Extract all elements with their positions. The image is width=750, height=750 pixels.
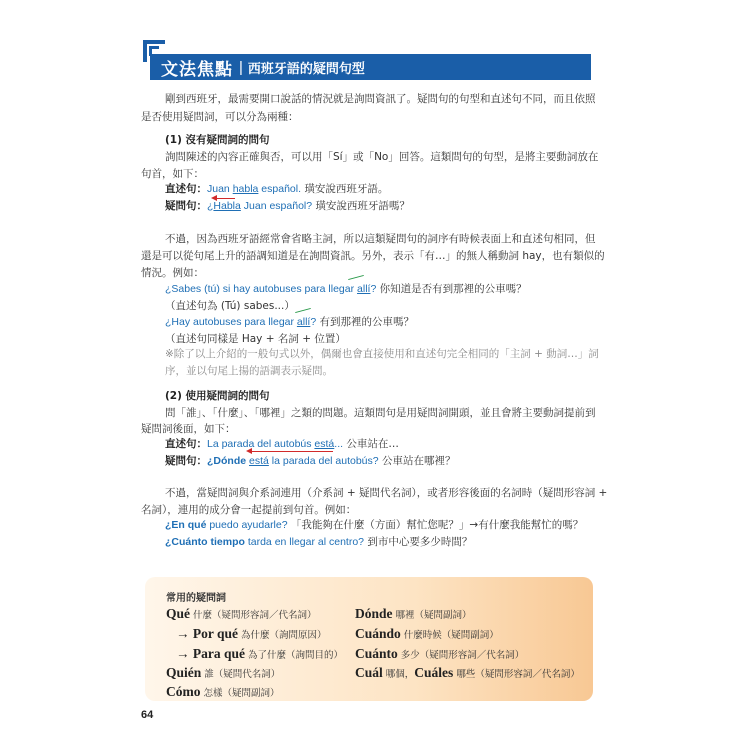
rising-intonation-arrow [348,275,364,280]
chinese-translation: 「我能夠在什麼（方面）幫忙您呢？」→有什麼我能幫忙的嗎？ [287,519,584,531]
question-word-meaning: 哪裡（疑問副詞） [392,610,472,621]
header-separator: | [239,58,243,76]
section2-para1-line2: 疑問詞後面，如下： [141,423,236,435]
example-label: 疑問句： [165,455,207,467]
question-word: Cuál [355,665,383,680]
chinese-translation: 你知道是否有到那裡的公車嗎？ [376,283,527,295]
section1-para1-line2: 句首，如下： [141,168,204,180]
header-title: 文法焦點 [161,59,233,80]
section1-para1-line1: 詢問陳述的內容正確與否，可以用「Sí」或「No」回答。這類問句的句型，是將主要動詞放在 [165,151,599,163]
question-word: Cuándo [355,626,401,641]
spanish-text: ? [310,316,317,328]
chinese-translation: 到市中心要多少時間？ [364,536,473,548]
chinese-translation: 有到那裡的公車嗎？ [316,316,415,328]
spanish-text: tarda en llegar al centro? [244,536,364,548]
example-label: 疑問句： [165,200,207,212]
section1-example-3 [165,282,527,296]
word-order-arrow [251,451,333,452]
chinese-translation: 璜安說西班牙語。 [301,183,389,195]
section2-example-3 [165,518,583,532]
question-word-row: → Para qué 為了什麼（詢問目的） [176,646,344,661]
question-word: Cómo [166,684,201,699]
spanish-text: La parada del autobús [207,438,315,450]
question-word-meaning: 哪個， [382,669,415,680]
example-label: 直述句： [165,183,207,195]
chinese-translation: 公車站在… [343,438,399,450]
section2-para1-line1: 問「誰」、「什麼」、「哪裡」之類的問題。這類問句是用疑問詞開頭，並且會將主要動詞提前到 [165,407,596,419]
rising-intonation-arrow [295,308,311,313]
question-word-row: → Por qué 為什麼（詢問原因） [176,626,327,641]
question-word: Qué [166,606,191,621]
section2-para2-line2: 名詞），連用的成分會一起提前到句首。例如： [141,504,357,516]
spanish-interrogative: ¿En qué [165,519,207,531]
spanish-text: ? [370,283,377,295]
section-header [150,54,591,80]
page-number: 64 [141,709,154,721]
section1-example-4-note: （直述句同樣是 Hay + 名詞 + 位置） [165,333,346,345]
chinese-translation: 公車站在哪裡？ [378,455,456,467]
question-word-row [355,665,580,681]
spanish-text: ¿Sabes (tú) si hay autobuses para llegar [165,283,358,295]
example-label: 直述句： [165,438,207,450]
spanish-text: Juan [207,183,233,195]
spanish-emphasis: allí [296,316,311,328]
section2-example-statement [165,437,399,451]
section1-example-statement [165,182,388,196]
spanish-text: ¿ [207,200,214,212]
spanish-text: ... [334,438,344,450]
spanish-text: Juan español? [240,200,313,212]
question-word-row [355,606,472,622]
section2-example-question [165,454,455,468]
spanish-verb: está [314,438,335,450]
spanish-emphasis: allí [357,283,371,295]
spanish-verb: Habla [213,200,241,212]
section1-title: (1) 沒有疑問詞的問句 [165,134,270,146]
question-word-meaning: 怎樣（疑問副詞） [200,688,280,699]
question-word-meaning: 哪些（疑問形容詞／代名詞） [453,669,580,680]
question-word-meaning: 多少（疑問形容詞／代名詞） [397,650,525,661]
section1-remark-line1: ※除了以上介紹的一般句式以外，偶爾也會直接使用和直述句完全相同的「主詞 + 動詞…」詞 [165,348,599,360]
section1-remark-line2: 序，並以句尾上揚的語調表示疑問。 [165,365,333,377]
question-words-title: 常用的疑問詞 [166,593,226,604]
question-word-meaning: 為什麼（詢問原因） [238,630,327,641]
spanish-text: español. [258,183,302,195]
question-word-meaning: 為了什麼（詢問目的） [245,650,344,661]
spanish-interrogative: ¿Dónde [207,455,249,467]
spanish-text: la parada del autobús? [268,455,379,467]
question-word-row [166,606,317,622]
section2-example-4 [165,535,472,549]
question-word: Cuáles [414,665,454,680]
section2-title: (2) 使用疑問詞的問句 [165,390,270,402]
question-word: Por qué [192,626,239,641]
spanish-text: puedo ayudarle? [206,519,288,531]
question-word: Quién [166,665,202,680]
intro-line-1: 剛到西班牙，最需要開口說話的情況就是詢問資訊了。疑問句的句型和直述句不同，而且依照 [165,93,596,105]
section2-para2-line1: 不過，當疑問詞與介系詞連用（介系詞 + 疑問代名詞），或者形容後面的名詞時（疑問形容詞 + [165,487,608,499]
chinese-translation: 璜安說西班牙語嗎？ [312,200,410,212]
question-word-meaning: 什麼（疑問形容詞／代名詞） [190,610,317,621]
spanish-interrogative: ¿Cuánto tiempo [165,536,245,548]
question-word-row [355,626,499,642]
section1-example-question [165,199,410,213]
spanish-text: ¿Hay autobuses para llegar [165,316,297,328]
question-word-row [166,665,280,681]
section1-para2-line2: 還是可以從句尾上升的語調知道是在詢問資訊。另外，表示「有…」的無人稱動詞 hay，也有類似的 [141,250,605,262]
spanish-verb: habla [232,183,259,195]
spanish-verb: está [249,455,269,467]
question-word: Dónde [355,606,393,621]
section1-para2-line3: 情況。例如： [141,267,204,279]
section1-example-4 [165,315,414,329]
section1-example-3-note: （直述句為 (Tú) sabes...） [165,300,295,312]
question-word-row [355,646,524,662]
question-word-row [166,684,280,700]
header-subtitle: 西班牙語的疑問句型 [247,61,365,77]
question-word: Cuánto [355,646,398,661]
question-word-meaning: 什麼時候（疑問副詞） [400,630,499,641]
intro-line-2: 是否使用疑問詞，可以分為兩種： [141,111,299,123]
question-word: Para qué [192,646,245,661]
question-word-meaning: 誰（疑問代名詞） [201,669,281,680]
section1-para2-line1: 不過，因為西班牙語經常會省略主詞，所以這類疑問句的詞序有時候表面上和直述句相同，但 [165,233,596,245]
